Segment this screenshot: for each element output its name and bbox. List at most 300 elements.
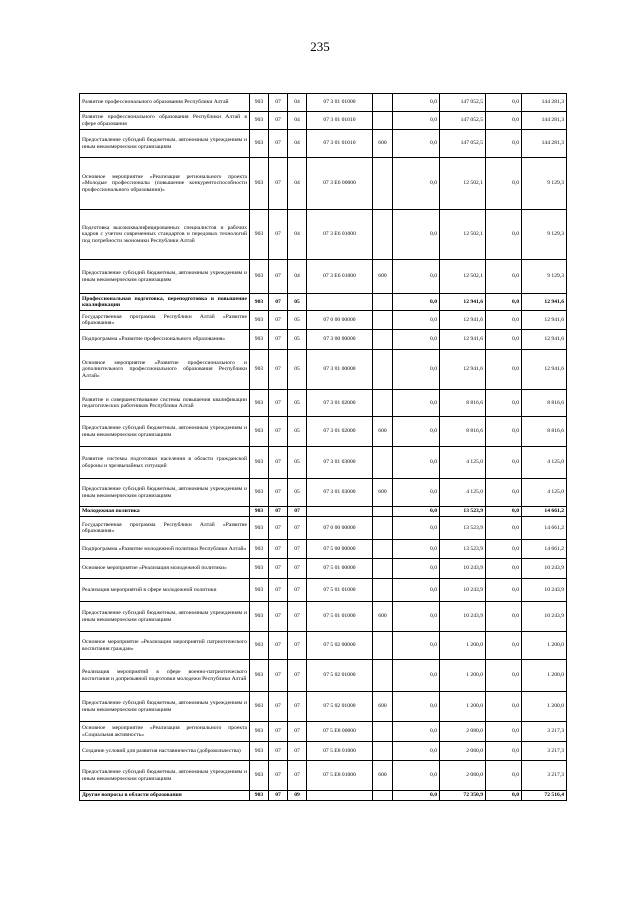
row-value-4: 1 200,0: [522, 692, 567, 722]
row-subsection-code: 05: [288, 447, 307, 479]
row-section-code: 07: [269, 294, 288, 311]
row-value-3: 0,0: [486, 742, 522, 761]
row-value-3: 0,0: [486, 158, 522, 210]
row-expense-type-code: [373, 660, 393, 692]
row-value-1: 0,0: [393, 260, 440, 294]
table-row: [80, 791, 567, 801]
row-expense-type-code: 600: [373, 130, 393, 158]
row-target-article-code: 07 5 01 01000: [307, 602, 373, 632]
row-admin-code: 903: [250, 761, 269, 791]
row-expense-type-code: [373, 210, 393, 260]
table-row: [80, 390, 567, 417]
row-value-3: 0,0: [486, 130, 522, 158]
row-expense-type-code: [373, 507, 393, 517]
row-value-4: 144 281,3: [522, 130, 567, 158]
row-subsection-code: 04: [288, 112, 307, 130]
row-subsection-code: 05: [288, 311, 307, 330]
row-target-article-code: 07 5 01 01000: [307, 579, 373, 602]
row-target-article-code: [307, 791, 373, 801]
row-admin-code: 903: [250, 722, 269, 742]
row-admin-code: 903: [250, 579, 269, 602]
row-section-code: 07: [269, 579, 288, 602]
row-value-2: 72 350,9: [440, 791, 486, 801]
row-section-code: 07: [269, 660, 288, 692]
row-value-3: 0,0: [486, 260, 522, 294]
row-target-article-code: 07 5 E8 00000: [307, 722, 373, 742]
row-subsection-code: 07: [288, 517, 307, 540]
row-value-3: 0,0: [486, 294, 522, 311]
row-value-4: 14 661,2: [522, 507, 567, 517]
table-row: [80, 294, 567, 311]
row-value-4: 4 125,0: [522, 447, 567, 479]
row-section-code: 07: [269, 632, 288, 660]
row-value-4: 12 941,6: [522, 350, 567, 390]
row-name: Профессиональная подготовка, переподготовка и повышение квалификации: [80, 294, 250, 311]
row-subsection-code: 07: [288, 632, 307, 660]
row-value-1: 0,0: [393, 158, 440, 210]
row-expense-type-code: [373, 447, 393, 479]
table-row: [80, 761, 567, 791]
row-expense-type-code: [373, 742, 393, 761]
row-value-1: 0,0: [393, 559, 440, 579]
row-target-article-code: 07 3 01 01010: [307, 130, 373, 158]
row-subsection-code: 07: [288, 559, 307, 579]
row-value-4: 12 941,6: [522, 294, 567, 311]
row-value-1: 0,0: [393, 602, 440, 632]
row-section-code: 07: [269, 260, 288, 294]
table-row: [80, 722, 567, 742]
row-target-article-code: 07 5 00 00000: [307, 540, 373, 559]
row-value-4: 3 217,3: [522, 761, 567, 791]
row-admin-code: 903: [250, 311, 269, 330]
row-name: Предоставление субсидий бюджетным, автономным учреждениям и иным некоммерческим организациям: [80, 692, 250, 722]
row-section-code: 07: [269, 559, 288, 579]
row-admin-code: 903: [250, 559, 269, 579]
row-value-3: 0,0: [486, 210, 522, 260]
row-subsection-code: 05: [288, 294, 307, 311]
row-value-1: 0,0: [393, 660, 440, 692]
row-admin-code: 903: [250, 330, 269, 350]
row-expense-type-code: [373, 517, 393, 540]
row-value-4: 3 217,3: [522, 742, 567, 761]
row-target-article-code: 07 5 E8 01000: [307, 761, 373, 791]
row-subsection-code: 04: [288, 130, 307, 158]
row-value-1: 0,0: [393, 540, 440, 559]
row-value-1: 0,0: [393, 390, 440, 417]
row-expense-type-code: [373, 158, 393, 210]
row-value-2: 13 523,9: [440, 540, 486, 559]
row-target-article-code: 07 3 E6 01000: [307, 210, 373, 260]
row-subsection-code: 07: [288, 692, 307, 722]
row-value-1: 0,0: [393, 507, 440, 517]
row-expense-type-code: [373, 294, 393, 311]
row-section-code: 07: [269, 507, 288, 517]
row-name: Предоставление субсидий бюджетным, автономным учреждениям и иным некоммерческим организациям: [80, 761, 250, 791]
row-value-3: 0,0: [486, 692, 522, 722]
row-subsection-code: 07: [288, 602, 307, 632]
row-value-2: 4 125,0: [440, 479, 486, 507]
row-value-4: 10 243,9: [522, 602, 567, 632]
row-value-1: 0,0: [393, 447, 440, 479]
row-expense-type-code: [373, 311, 393, 330]
row-subsection-code: 05: [288, 390, 307, 417]
row-value-2: 12 941,6: [440, 330, 486, 350]
row-value-4: 9 129,3: [522, 260, 567, 294]
row-target-article-code: 07 3 01 03000: [307, 447, 373, 479]
row-name: Предоставление субсидий бюджетным, автономным учреждениям и иным некоммерческим организациям: [80, 417, 250, 447]
row-expense-type-code: [373, 632, 393, 660]
row-value-3: 0,0: [486, 517, 522, 540]
row-expense-type-code: 600: [373, 602, 393, 632]
row-value-2: 2 080,0: [440, 722, 486, 742]
row-target-article-code: 07 3 E6 01000: [307, 260, 373, 294]
row-target-article-code: 07 3 01 02000: [307, 390, 373, 417]
row-expense-type-code: [373, 791, 393, 801]
row-admin-code: 903: [250, 602, 269, 632]
row-value-4: 12 941,6: [522, 330, 567, 350]
row-subsection-code: 07: [288, 507, 307, 517]
row-target-article-code: 07 5 02 01000: [307, 692, 373, 722]
table-row: [80, 479, 567, 507]
row-section-code: 07: [269, 112, 288, 130]
row-section-code: 07: [269, 447, 288, 479]
row-section-code: 07: [269, 94, 288, 112]
row-expense-type-code: [373, 94, 393, 112]
row-name: Подпрограмма «Развитие профессионального образования»: [80, 330, 250, 350]
row-section-code: 07: [269, 692, 288, 722]
row-value-1: 0,0: [393, 791, 440, 801]
row-target-article-code: 07 0 00 00000: [307, 517, 373, 540]
row-admin-code: 903: [250, 479, 269, 507]
row-subsection-code: 04: [288, 210, 307, 260]
table-row: [80, 94, 567, 112]
row-target-article-code: 07 3 01 00000: [307, 350, 373, 390]
row-admin-code: 903: [250, 130, 269, 158]
row-admin-code: 903: [250, 507, 269, 517]
row-section-code: 07: [269, 158, 288, 210]
row-value-1: 0,0: [393, 761, 440, 791]
row-value-2: 12 502,1: [440, 158, 486, 210]
row-value-2: 147 052,5: [440, 112, 486, 130]
row-subsection-code: 05: [288, 350, 307, 390]
table-row: [80, 517, 567, 540]
row-expense-type-code: [373, 579, 393, 602]
row-value-2: 4 125,0: [440, 447, 486, 479]
row-value-2: 10 243,9: [440, 579, 486, 602]
row-value-3: 0,0: [486, 390, 522, 417]
row-expense-type-code: [373, 350, 393, 390]
row-value-4: 144 281,3: [522, 112, 567, 130]
row-value-3: 0,0: [486, 559, 522, 579]
row-value-2: 147 052,5: [440, 94, 486, 112]
row-admin-code: 903: [250, 692, 269, 722]
row-value-3: 0,0: [486, 330, 522, 350]
table-row: [80, 507, 567, 517]
row-value-3: 0,0: [486, 632, 522, 660]
page-number: 235: [310, 39, 330, 54]
row-value-1: 0,0: [393, 112, 440, 130]
row-admin-code: 903: [250, 210, 269, 260]
row-target-article-code: [307, 294, 373, 311]
row-target-article-code: 07 3 01 03000: [307, 479, 373, 507]
row-section-code: 07: [269, 311, 288, 330]
row-subsection-code: 07: [288, 722, 307, 742]
row-admin-code: 903: [250, 742, 269, 761]
row-name: Реализация мероприятий в сфере молодежной политики: [80, 579, 250, 602]
row-name: Реализация мероприятий в сфере военно-патриотического воспитания и допризывной подготовки молодежи Республики Алтай: [80, 660, 250, 692]
row-value-1: 0,0: [393, 742, 440, 761]
table-row: [80, 559, 567, 579]
table-row: [80, 158, 567, 210]
row-name: Предоставление субсидий бюджетным, автономным учреждениям и иным некоммерческим организациям: [80, 602, 250, 632]
row-value-3: 0,0: [486, 761, 522, 791]
row-value-2: 2 080,0: [440, 742, 486, 761]
row-subsection-code: 07: [288, 540, 307, 559]
row-admin-code: 903: [250, 632, 269, 660]
row-expense-type-code: [373, 112, 393, 130]
table-row: [80, 742, 567, 761]
row-value-2: 8 816,6: [440, 417, 486, 447]
row-section-code: 07: [269, 742, 288, 761]
table-row: [80, 540, 567, 559]
table-row: [80, 602, 567, 632]
row-value-1: 0,0: [393, 210, 440, 260]
row-subsection-code: 07: [288, 579, 307, 602]
row-value-3: 0,0: [486, 479, 522, 507]
row-value-2: 12 941,6: [440, 294, 486, 311]
table-row: [80, 112, 567, 130]
row-value-1: 0,0: [393, 417, 440, 447]
budget-table-body: [80, 94, 567, 801]
row-admin-code: 903: [250, 158, 269, 210]
row-subsection-code: 05: [288, 479, 307, 507]
row-admin-code: 903: [250, 417, 269, 447]
row-value-4: 144 281,3: [522, 94, 567, 112]
row-name: Развитие профессионального образования Республики Алтай в сфере образования: [80, 112, 250, 130]
row-name: Государственная программа Республики Алтай «Развитие образования»: [80, 517, 250, 540]
row-expense-type-code: [373, 390, 393, 417]
row-value-3: 0,0: [486, 602, 522, 632]
row-expense-type-code: 600: [373, 479, 393, 507]
row-value-4: 8 816,6: [522, 417, 567, 447]
row-section-code: 07: [269, 390, 288, 417]
row-expense-type-code: [373, 540, 393, 559]
row-value-3: 0,0: [486, 722, 522, 742]
row-value-4: 10 243,9: [522, 579, 567, 602]
row-name: Предоставление субсидий бюджетным, автономным учреждениям и иным некоммерческим организациям: [80, 479, 250, 507]
row-admin-code: 903: [250, 350, 269, 390]
row-name: Другие вопросы в области образования: [80, 791, 250, 801]
row-name: Создание условий для развития наставничества (добровольчества): [80, 742, 250, 761]
row-value-2: 10 243,9: [440, 602, 486, 632]
row-value-2: 1 200,0: [440, 692, 486, 722]
row-value-3: 0,0: [486, 350, 522, 390]
row-admin-code: 903: [250, 260, 269, 294]
row-section-code: 07: [269, 517, 288, 540]
row-admin-code: 903: [250, 540, 269, 559]
row-admin-code: 903: [250, 791, 269, 801]
row-value-3: 0,0: [486, 112, 522, 130]
table-row: [80, 579, 567, 602]
row-value-4: 1 200,0: [522, 660, 567, 692]
row-value-2: 2 080,0: [440, 761, 486, 791]
budget-table: [79, 93, 567, 801]
table-row: [80, 330, 567, 350]
row-subsection-code: 05: [288, 330, 307, 350]
row-expense-type-code: [373, 722, 393, 742]
row-name: Развитие системы подготовки населения в области гражданской обороны и чрезвычайных ситуаций: [80, 447, 250, 479]
row-value-4: 4 125,0: [522, 479, 567, 507]
row-value-1: 0,0: [393, 722, 440, 742]
row-value-3: 0,0: [486, 660, 522, 692]
row-target-article-code: 07 3 E6 00000: [307, 158, 373, 210]
row-value-2: 13 523,9: [440, 507, 486, 517]
row-target-article-code: 07 5 01 00000: [307, 559, 373, 579]
row-value-4: 14 661,2: [522, 540, 567, 559]
row-admin-code: 903: [250, 447, 269, 479]
table-row: [80, 417, 567, 447]
row-value-3: 0,0: [486, 579, 522, 602]
row-target-article-code: 07 3 01 01000: [307, 94, 373, 112]
row-value-4: 72 516,4: [522, 791, 567, 801]
row-value-2: 147 052,5: [440, 130, 486, 158]
row-target-article-code: 07 5 E8 01000: [307, 742, 373, 761]
table-row: [80, 632, 567, 660]
row-subsection-code: 04: [288, 260, 307, 294]
row-value-1: 0,0: [393, 330, 440, 350]
row-name: Основное мероприятие «Реализация молодежной политики»: [80, 559, 250, 579]
row-value-2: 8 816,6: [440, 390, 486, 417]
table-row: [80, 130, 567, 158]
row-subsection-code: 04: [288, 158, 307, 210]
row-section-code: 07: [269, 210, 288, 260]
row-target-article-code: 07 3 01 02000: [307, 417, 373, 447]
row-value-2: 10 243,9: [440, 559, 486, 579]
row-value-4: 12 941,6: [522, 311, 567, 330]
row-value-1: 0,0: [393, 130, 440, 158]
row-section-code: 07: [269, 330, 288, 350]
row-value-2: 12 941,6: [440, 350, 486, 390]
row-name: Государственная программа Республики Алтай «Развитие образования»: [80, 311, 250, 330]
row-subsection-code: 05: [288, 417, 307, 447]
row-value-1: 0,0: [393, 579, 440, 602]
row-value-1: 0,0: [393, 294, 440, 311]
row-subsection-code: 04: [288, 94, 307, 112]
row-section-code: 07: [269, 130, 288, 158]
row-expense-type-code: 600: [373, 260, 393, 294]
row-admin-code: 903: [250, 94, 269, 112]
row-section-code: 07: [269, 722, 288, 742]
row-value-1: 0,0: [393, 692, 440, 722]
row-admin-code: 903: [250, 517, 269, 540]
row-value-3: 0,0: [486, 507, 522, 517]
row-admin-code: 903: [250, 660, 269, 692]
row-value-1: 0,0: [393, 311, 440, 330]
row-value-2: 12 941,6: [440, 311, 486, 330]
row-value-3: 0,0: [486, 540, 522, 559]
row-value-3: 0,0: [486, 311, 522, 330]
row-value-2: 12 502,1: [440, 210, 486, 260]
row-subsection-code: 07: [288, 761, 307, 791]
row-name: Развитие и совершенствование системы повышения квалификации педагогических работников Республики Алтай: [80, 390, 250, 417]
row-admin-code: 903: [250, 294, 269, 311]
row-target-article-code: [307, 507, 373, 517]
row-subsection-code: 07: [288, 742, 307, 761]
row-section-code: 07: [269, 540, 288, 559]
row-value-3: 0,0: [486, 447, 522, 479]
table-row: [80, 447, 567, 479]
row-section-code: 07: [269, 791, 288, 801]
row-value-4: 1 200,0: [522, 632, 567, 660]
row-subsection-code: 09: [288, 791, 307, 801]
row-target-article-code: 07 3 01 01010: [307, 112, 373, 130]
row-section-code: 07: [269, 350, 288, 390]
row-admin-code: 903: [250, 390, 269, 417]
row-value-3: 0,0: [486, 791, 522, 801]
row-name: Основное мероприятие «Развитие профессионального и дополнительного профессионального образования Республики Алтай»: [80, 350, 250, 390]
row-subsection-code: 07: [288, 660, 307, 692]
row-section-code: 07: [269, 761, 288, 791]
table-row: [80, 660, 567, 692]
row-expense-type-code: [373, 559, 393, 579]
row-name: Основное мероприятие «Реализация регионального проекта «Социальная активность»: [80, 722, 250, 742]
row-section-code: 07: [269, 602, 288, 632]
row-name: Подготовка высококвалифицированных специалистов и рабочих кадров с учетом современных стандартов и передовых технологий под потребности экономики Республики Алтай: [80, 210, 250, 260]
row-value-4: 14 661,2: [522, 517, 567, 540]
row-name: Развитие профессионального образования Республики Алтай: [80, 94, 250, 112]
table-row: [80, 260, 567, 294]
row-value-2: 1 200,0: [440, 660, 486, 692]
row-value-2: 12 502,1: [440, 260, 486, 294]
row-name: Молодежная политика: [80, 507, 250, 517]
row-value-4: 8 816,6: [522, 390, 567, 417]
row-value-4: 9 129,3: [522, 210, 567, 260]
row-value-1: 0,0: [393, 479, 440, 507]
row-expense-type-code: 600: [373, 417, 393, 447]
row-target-article-code: 07 5 02 00000: [307, 632, 373, 660]
row-value-1: 0,0: [393, 94, 440, 112]
row-target-article-code: 07 0 00 00000: [307, 311, 373, 330]
table-row: [80, 692, 567, 722]
row-name: Подпрограмма «Развитие молодежной политики Республики Алтай»: [80, 540, 250, 559]
row-admin-code: 903: [250, 112, 269, 130]
table-row: [80, 210, 567, 260]
row-target-article-code: 07 5 02 01000: [307, 660, 373, 692]
row-section-code: 07: [269, 479, 288, 507]
row-value-4: 10 243,9: [522, 559, 567, 579]
row-value-1: 0,0: [393, 350, 440, 390]
row-expense-type-code: 600: [373, 692, 393, 722]
row-target-article-code: 07 3 00 00000: [307, 330, 373, 350]
row-value-2: 1 200,0: [440, 632, 486, 660]
row-value-2: 13 523,9: [440, 517, 486, 540]
row-value-4: 3 217,3: [522, 722, 567, 742]
row-section-code: 07: [269, 417, 288, 447]
row-name: Предоставление субсидий бюджетным, автономным учреждениям и иным некоммерческим организациям: [80, 260, 250, 294]
table-row: [80, 311, 567, 330]
row-value-4: 9 129,3: [522, 158, 567, 210]
row-name: Основное мероприятие «Реализация мероприятий патриотического воспитания граждан»: [80, 632, 250, 660]
row-value-3: 0,0: [486, 94, 522, 112]
row-expense-type-code: 600: [373, 761, 393, 791]
row-name: Предоставление субсидий бюджетным, автономным учреждениям и иным некоммерческим организациям: [80, 130, 250, 158]
row-expense-type-code: [373, 330, 393, 350]
row-value-1: 0,0: [393, 632, 440, 660]
row-name: Основное мероприятие «Реализация регионального проекта «Молодые профессионалы (повышение конкурентоспособности профессионального образования)»: [80, 158, 250, 210]
row-value-1: 0,0: [393, 517, 440, 540]
table-row: [80, 350, 567, 390]
row-value-3: 0,0: [486, 417, 522, 447]
